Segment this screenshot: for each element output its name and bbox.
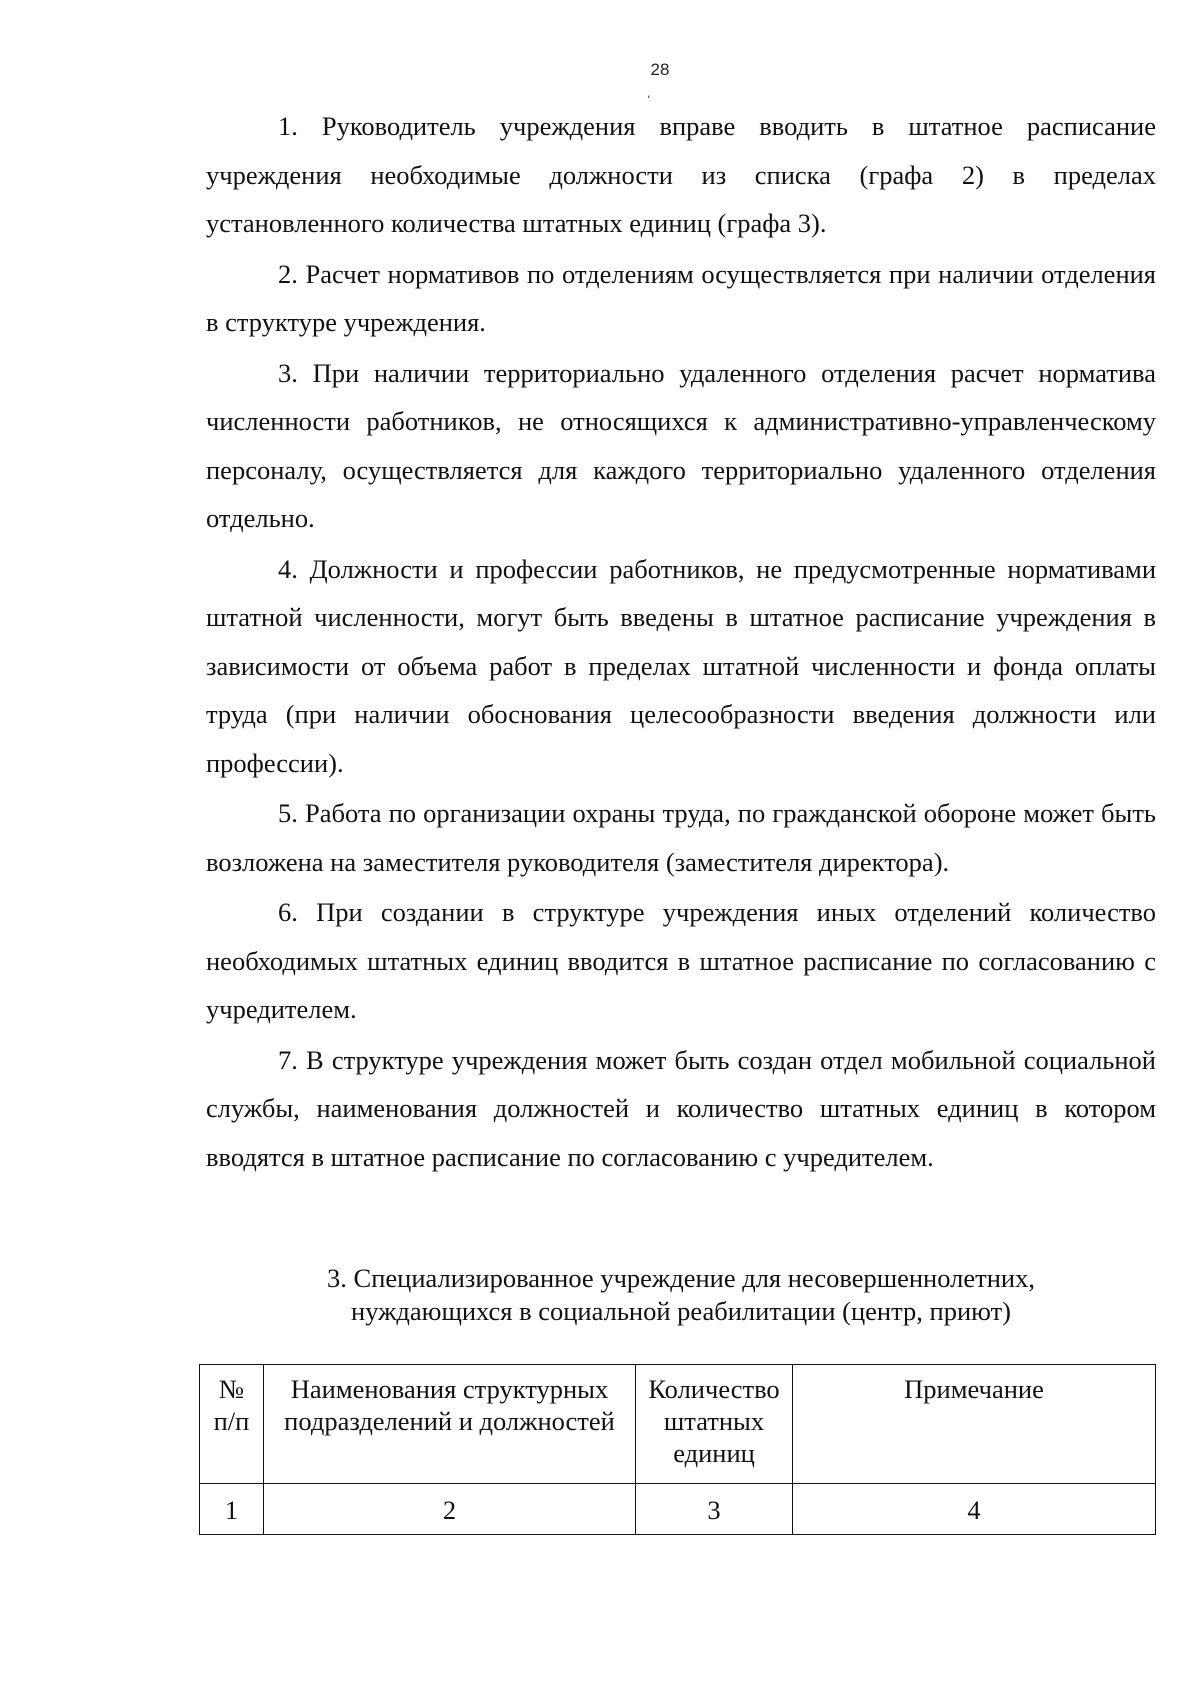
paragraph-2: 2. Расчет нормативов по отделениям осуществляется при наличии отделения в структуре учреждения. <box>206 258 1156 337</box>
paragraph-3: 3. При наличии территориально удаленного отделения расчет норматива численности работников, не относящихся к административно-управленческому персоналу, осуществляется для каждого территориально удаленного отделения отдельно. <box>206 357 1156 533</box>
staffing-table <box>199 1364 1156 1535</box>
paragraph-5: 5. Работа по организации охраны труда, по гражданской обороне может быть возложена на заместителя руководителя (заместителя директора). <box>206 798 1156 877</box>
paragraph-1: 1. Руководитель учреждения вправе вводить в штатное расписание учреждения необходимые должности из списка (графа 2) в пределах установленного количества штатных единиц (графа 3). <box>206 111 1156 238</box>
paragraph-6: 6. При создании в структуре учреждения иных отделений количество необходимых штатных единиц вводится в штатное расписание по согласованию с учредителем. <box>206 897 1156 1024</box>
section-title <box>206 1262 1156 1328</box>
page-number: 28 <box>650 60 670 79</box>
paragraph-4: 4. Должности и профессии работников, не предусмотренные нормативами штатной численности, могут быть введены в штатное расписание учреждения в зависимости от объема работ в пределах штатной численности и фонда оплаты труда (при наличии обоснования целесообразности введения должности или профессии). <box>206 553 1156 778</box>
scan-mark: ʻ <box>647 93 651 106</box>
header-unit-names: Наименования структурных подразделений и должностей <box>264 1365 636 1484</box>
section-title-line-2: нуждающихся в социальной реабилитации (центр, приют) <box>351 1296 1011 1326</box>
table-header-row <box>200 1365 1156 1484</box>
table-row <box>200 1484 1156 1535</box>
header-note: Примечание <box>793 1365 1156 1484</box>
header-number: № п/п <box>200 1365 264 1484</box>
body-text <box>206 102 1156 1181</box>
column-number-1: 1 <box>200 1484 264 1535</box>
column-number-4: 4 <box>793 1484 1156 1535</box>
section-title-line-1: 3. Специализированное учреждение для несовершеннолетних, <box>327 1263 1035 1293</box>
column-number-2: 2 <box>264 1484 636 1535</box>
column-number-3: 3 <box>636 1484 793 1535</box>
paragraph-7: 7. В структуре учреждения может быть создан отдел мобильной социальной службы, наименования должностей и количество штатных единиц в котором вводятся в штатное расписание по согласованию с учредителем. <box>206 1044 1156 1172</box>
header-staff-count: Количество штатных единиц <box>636 1365 793 1484</box>
